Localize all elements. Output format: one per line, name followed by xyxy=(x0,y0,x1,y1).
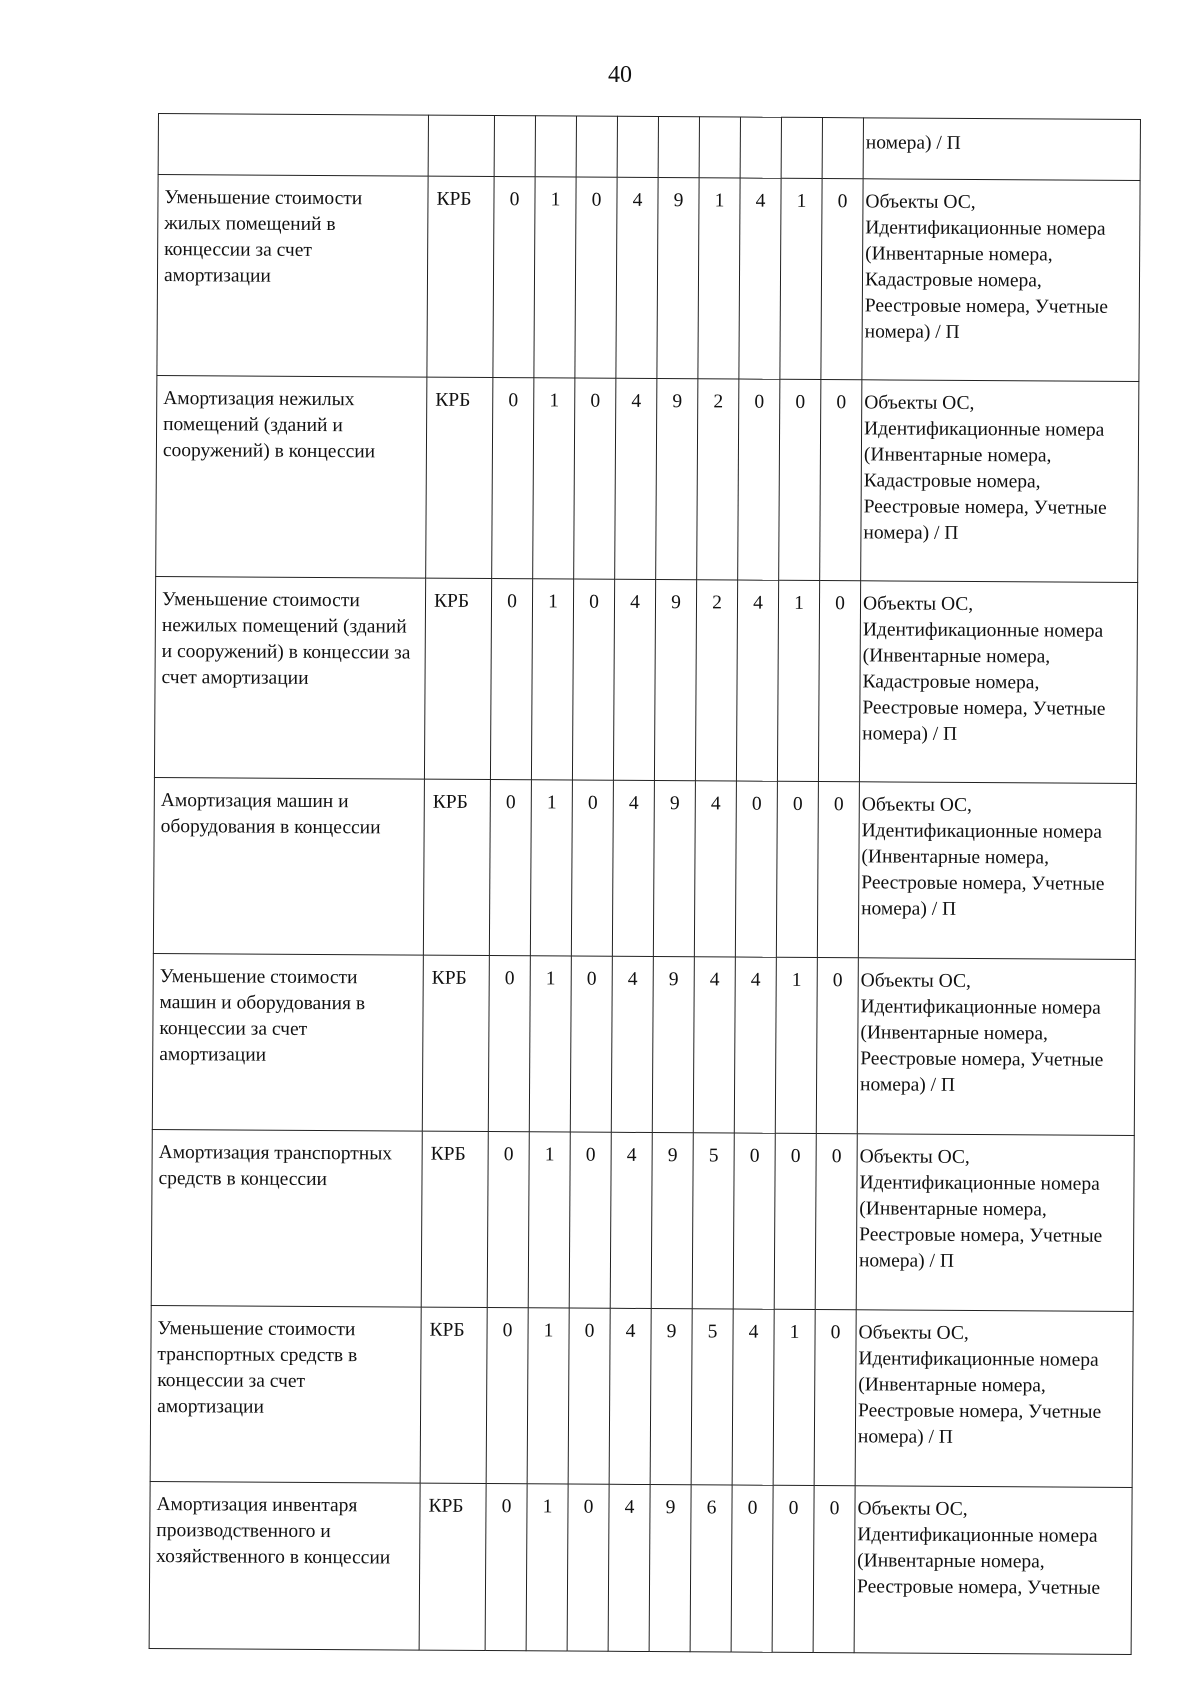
digit-cell: 5 xyxy=(692,1133,734,1309)
account-kind-cell: КРБ xyxy=(421,1131,488,1307)
digit-cell: 1 xyxy=(533,378,575,579)
digit-cell: 0 xyxy=(486,1308,528,1484)
digit-cell: 4 xyxy=(613,579,655,780)
digit-cell: 0 xyxy=(774,1133,816,1309)
digit-cell: 1 xyxy=(530,780,572,956)
digit-cell: 0 xyxy=(572,579,614,780)
digit-cell: 1 xyxy=(526,1484,568,1651)
table-row xyxy=(156,375,1139,582)
digit-cell: 5 xyxy=(691,1309,733,1485)
digit-cell: 0 xyxy=(735,781,777,957)
digit-cell: 0 xyxy=(738,379,780,580)
digit-cell xyxy=(740,117,781,178)
digit-cell: 1 xyxy=(531,579,573,780)
analytics-cell: Объекты ОС, Идентификационные номера (Инвентарные номера, Реестровые номера, Учетные номера) / П xyxy=(857,958,1135,1136)
analytics-cell: Объекты ОС, Идентификационные номера (Инвентарные номера, Реестровые номера, Учетные xyxy=(854,1486,1132,1655)
digit-cell: 4 xyxy=(694,781,736,957)
digit-cell: 4 xyxy=(608,1484,650,1651)
digit-cell xyxy=(658,117,699,178)
digit-cell: 1 xyxy=(527,1308,569,1484)
digit-cell: 0 xyxy=(814,1310,856,1486)
account-kind-cell: КРБ xyxy=(420,1307,487,1483)
digit-cell: 0 xyxy=(575,177,617,378)
digit-cell: 0 xyxy=(492,378,534,579)
account-name-cell: Уменьшение стоимости жилых помещений в концессии за счет амортизации xyxy=(157,175,428,378)
page-number: 40 xyxy=(608,62,632,88)
digit-cell: 4 xyxy=(615,378,657,579)
digit-cell: 0 xyxy=(493,177,535,378)
digit-cell: 4 xyxy=(610,1132,652,1308)
digit-cell xyxy=(822,118,863,179)
digit-cell: 0 xyxy=(817,782,859,958)
digit-cell: 0 xyxy=(569,1132,611,1308)
digit-cell: 0 xyxy=(567,1484,609,1651)
account-kind-cell: КРБ xyxy=(426,377,493,578)
digit-cell: 9 xyxy=(652,957,694,1133)
account-name-cell: Амортизация транспортных средств в концессии xyxy=(151,1129,422,1307)
digit-cell: 4 xyxy=(734,957,776,1133)
table-row xyxy=(149,1481,1132,1654)
digit-cell: 4 xyxy=(736,580,778,781)
analytics-cell: номера) / П xyxy=(863,118,1140,181)
digit-cell xyxy=(576,116,617,177)
digit-cell: 0 xyxy=(772,1485,814,1652)
digit-cell: 9 xyxy=(649,1485,691,1652)
digit-cell: 2 xyxy=(695,580,737,781)
table-row xyxy=(154,576,1137,783)
digit-cell xyxy=(781,117,822,178)
digit-cell: 0 xyxy=(488,956,530,1132)
account-kind-cell: КРБ xyxy=(422,955,489,1131)
account-name-cell xyxy=(158,114,428,177)
digit-cell: 0 xyxy=(818,581,860,782)
digit-cell: 9 xyxy=(651,1133,693,1309)
digit-cell: 1 xyxy=(534,177,576,378)
account-name-cell: Амортизация инвентаря производственного и хозяйственного в концессии xyxy=(149,1481,420,1650)
digit-cell xyxy=(494,116,535,177)
digit-cell: 0 xyxy=(816,958,858,1134)
digit-cell: 0 xyxy=(489,780,531,956)
digit-cell: 0 xyxy=(820,380,862,581)
table-row xyxy=(151,1129,1134,1311)
account-kind-cell: КРБ xyxy=(423,779,490,955)
digit-cell xyxy=(617,116,658,177)
table-row xyxy=(157,175,1140,382)
digit-cell: 0 xyxy=(733,1133,775,1309)
digit-cell: 4 xyxy=(732,1309,774,1485)
analytics-cell: Объекты ОС, Идентификационные номера (Инвентарные номера, Кадастровые номера, Реестровые номера, Учетные номера) / П xyxy=(862,179,1140,382)
digit-cell xyxy=(535,116,576,177)
digit-cell: 1 xyxy=(775,957,817,1133)
digit-cell: 0 xyxy=(490,579,532,780)
accounts-table xyxy=(149,113,1141,1655)
analytics-cell: Объекты ОС, Идентификационные номера (Инвентарные номера, Кадастровые номера, Реестровые номера, Учетные номера) / П xyxy=(861,380,1139,583)
digit-cell: 4 xyxy=(616,177,658,378)
digit-cell: 0 xyxy=(487,1132,529,1308)
digit-cell: 4 xyxy=(739,178,781,379)
digit-cell: 1 xyxy=(780,178,822,379)
digit-cell: 0 xyxy=(568,1308,610,1484)
analytics-cell: Объекты ОС, Идентификационные номера (Инвентарные номера, Кадастровые номера, Реестровые номера, Учетные номера) / П xyxy=(859,581,1137,784)
digit-cell: 6 xyxy=(690,1485,732,1652)
analytics-cell: Объекты ОС, Идентификационные номера (Инвентарные номера, Реестровые номера, Учетные номера) / П xyxy=(855,1310,1133,1488)
digit-cell: 1 xyxy=(529,956,571,1132)
account-kind-cell: КРБ xyxy=(419,1483,486,1650)
account-kind-cell xyxy=(428,115,494,176)
account-kind-cell: КРБ xyxy=(427,176,494,377)
account-name-cell: Уменьшение стоимости машин и оборудования в концессии за счет амортизации xyxy=(152,953,423,1131)
digit-cell: 4 xyxy=(609,1308,651,1484)
digit-cell: 4 xyxy=(693,957,735,1133)
analytics-cell: Объекты ОС, Идентификационные номера (Инвентарные номера, Реестровые номера, Учетные номера) / П xyxy=(856,1134,1134,1312)
analytics-cell: Объекты ОС, Идентификационные номера (Инвентарные номера, Реестровые номера, Учетные номера) / П xyxy=(858,782,1136,960)
digit-cell: 0 xyxy=(485,1484,527,1651)
digit-cell: 9 xyxy=(653,781,695,957)
digit-cell: 0 xyxy=(731,1485,773,1652)
digit-cell: 0 xyxy=(574,378,616,579)
digit-cell: 1 xyxy=(777,580,819,781)
table-row xyxy=(152,953,1135,1135)
digit-cell: 0 xyxy=(571,780,613,956)
digit-cell: 1 xyxy=(528,1132,570,1308)
digit-cell: 0 xyxy=(570,956,612,1132)
digit-cell: 0 xyxy=(821,179,863,380)
digit-cell: 9 xyxy=(650,1309,692,1485)
digit-cell: 1 xyxy=(773,1309,815,1485)
digit-cell: 1 xyxy=(698,178,740,379)
digit-cell: 4 xyxy=(611,956,653,1132)
digit-cell: 9 xyxy=(654,580,696,781)
table-row xyxy=(150,1305,1133,1487)
account-name-cell: Уменьшение стоимости транспортных средств в концессии за счет амортизации xyxy=(150,1305,421,1483)
digit-cell: 9 xyxy=(656,379,698,580)
continuation-row xyxy=(158,114,1140,181)
account-name-cell: Амортизация машин и оборудования в концессии xyxy=(153,777,424,955)
digit-cell: 9 xyxy=(657,178,699,379)
table-row xyxy=(153,777,1136,959)
digit-cell: 2 xyxy=(697,379,739,580)
digit-cell: 0 xyxy=(815,1134,857,1310)
account-kind-cell: КРБ xyxy=(424,578,491,779)
account-name-cell: Уменьшение стоимости нежилых помещений (зданий и сооружений) в концессии за счет амортизации xyxy=(154,576,425,779)
digit-cell: 0 xyxy=(813,1486,855,1653)
digit-cell: 0 xyxy=(776,781,818,957)
digit-cell: 4 xyxy=(612,780,654,956)
digit-cell: 0 xyxy=(779,379,821,580)
digit-cell xyxy=(699,117,740,178)
account-name-cell: Амортизация нежилых помещений (зданий и сооружений) в концессии xyxy=(156,375,427,578)
